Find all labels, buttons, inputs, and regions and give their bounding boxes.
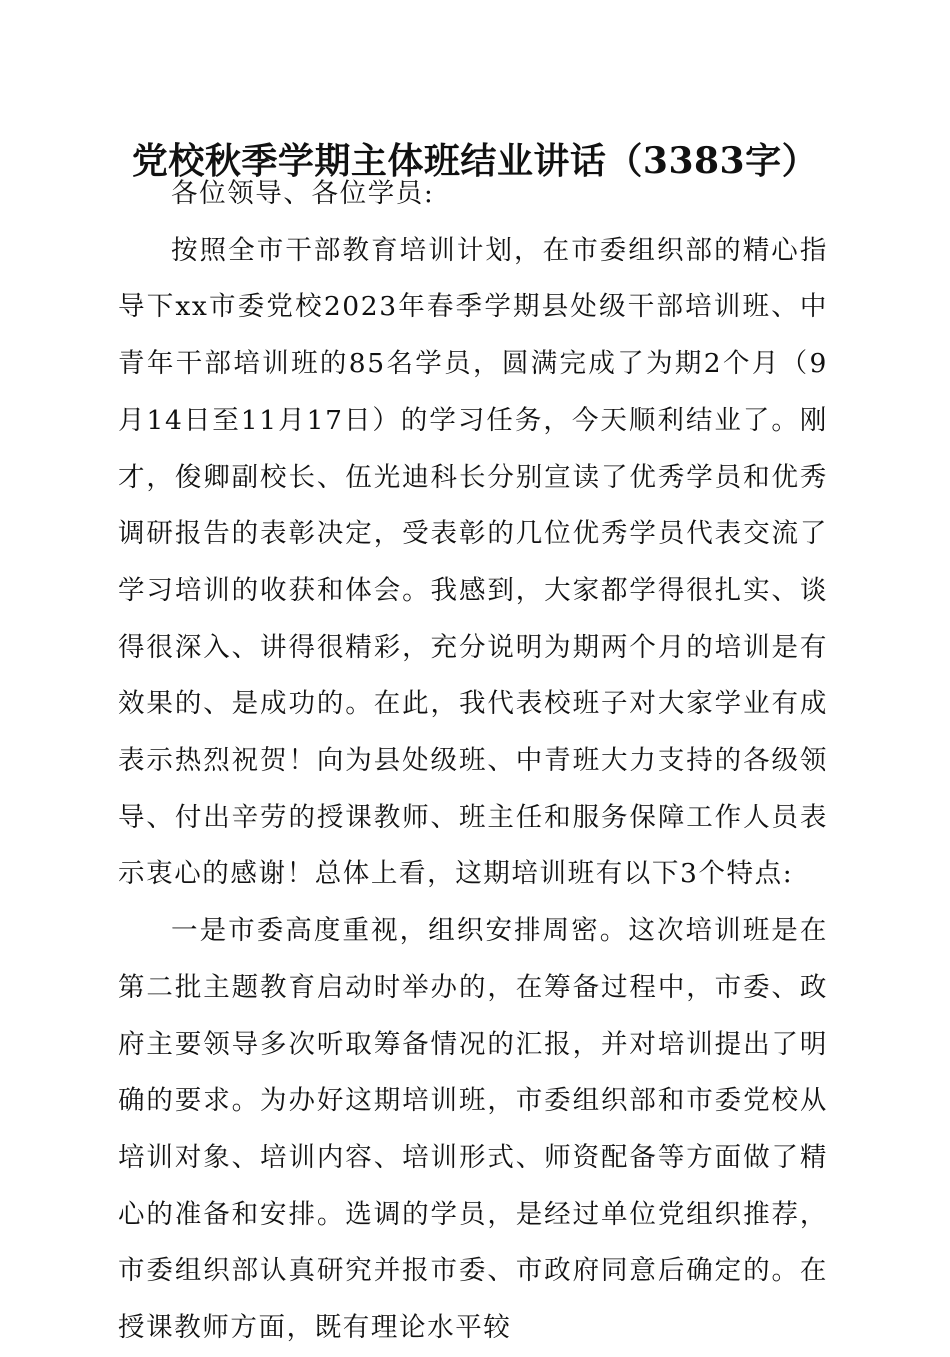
document-title: 党校秋季学期主体班结业讲话（3383字）	[131, 140, 819, 182]
salutation-paragraph: 各位领导、各位学员:	[171, 178, 435, 209]
point-one-paragraph: 一是市委高度重视，组织安排周密。这次培训班是在第二批主题教育启动时举办的，在筹备过程中，市委、政府主要领导多次听取筹备情况的汇报，并对培训提出了明确的要求。为办好这期培训班，市委组织部和市委党校从培训对象、培训内容、培训形式、师资配备等方面做了精心的准备和安排。选调的学员，是经过单位党组织推荐，市委组织部认真研究并报市委、市政府同意后确定的。在授课教师方面，既有理论水平较	[118, 915, 828, 1344]
document-body	[118, 166, 828, 1357]
intro-paragraph: 按照全市干部教育培训计划，在市委组织部的精心指导下xx市委党校2023年春季学期县处级干部培训班、中青年干部培训班的85名学员，圆满完成了为期2个月（9月14日至11月17日）的学习任务，今天顺利结业了。刚才，俊卿副校长、伍光迪科长分别宣读了优秀学员和优秀调研报告的表彰决定，受表彰的几位优秀学员代表交流了学习培训的收获和体会。我感到，大家都学得很扎实、谈得很深入、讲得很精彩，充分说明为期两个月的培训是有效果的、是成功的。在此，我代表校班子对大家学业有成表示热烈祝贺！向为县处级班、中青班大力支持的各级领导、付出辛劳的授课教师、班主任和服务保障工作人员表示衷心的感谢！总体上看，这期培训班有以下3个特点:	[118, 234, 828, 890]
